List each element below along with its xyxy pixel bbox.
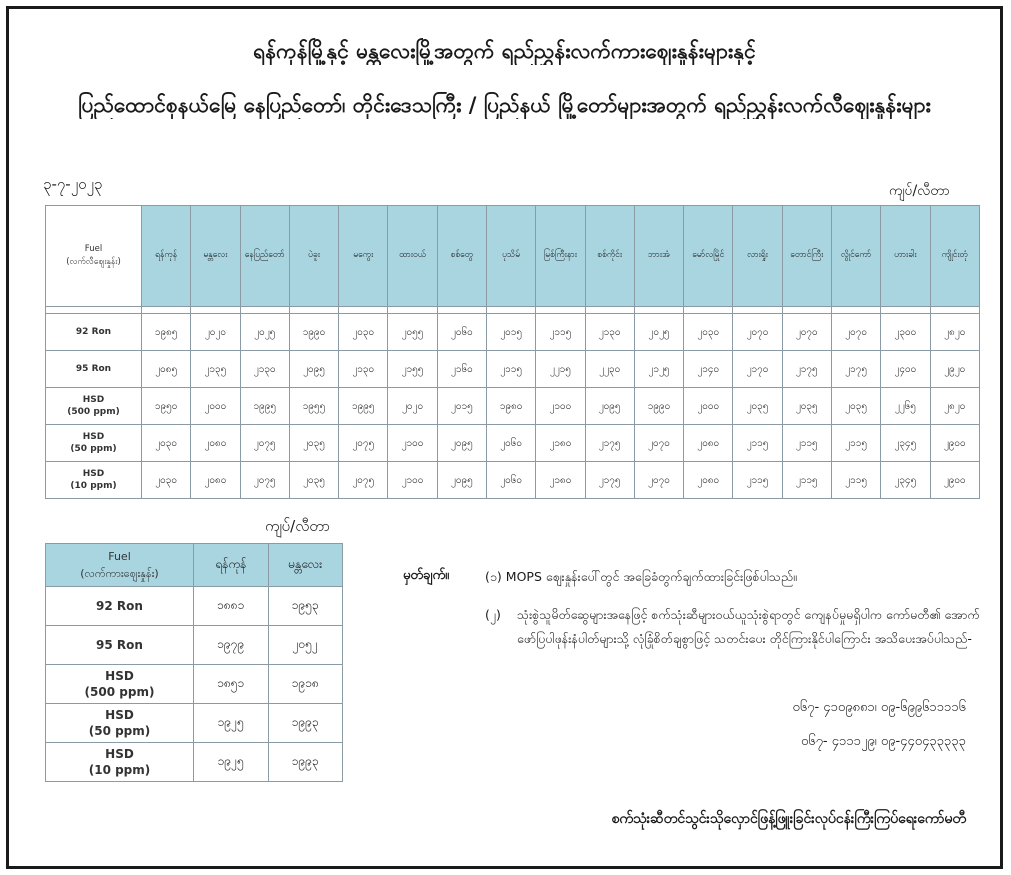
city-header: ပုသိမ် [486,206,535,307]
fuel-type-name: 92 Ron [75,327,112,337]
table-row [46,626,343,665]
price-cell: ၂၁၁၅ [733,425,782,462]
price-cell: ၂၄၀၀ [881,351,930,388]
price-cell: ၂၁၁၅ [536,314,585,351]
city-header: မြစ်ကြီးနား [536,206,585,307]
phone-numbers-1: ၀၆၇- ၄၁၀၉၈၈၁၊ ၀၉-၆၉၉၆၁၁၁၁၆ [792,700,966,715]
price-cell: ၂၀၈၀ [191,425,240,462]
city-header: ရန်ကုန် [194,544,269,587]
price-cell: ၂၀၂၅ [634,314,683,351]
price-cell: ၂၁၀၀ [388,425,437,462]
price-cell: ၂၂၆၅ [881,388,930,425]
retail-price-table [45,205,980,499]
price-cell: ၂၁၈၀ [536,462,585,499]
price-cell: ၂၀၇၅ [339,425,388,462]
price-cell: ၂၁၇၅ [831,351,880,388]
spacer-cell [684,307,733,314]
city-header: ဟားခါး [881,206,930,307]
price-cell: ၂၀၅၂ [268,626,343,665]
price-cell: ၁၉၂၅ [194,743,269,782]
price-cell: ၁၉၉၃ [268,704,343,743]
table-row [46,704,343,743]
price-cell: ၂၁၇၀ [733,351,782,388]
fuel-type-name: 95 Ron [75,364,112,374]
price-cell: ၁၉၉၀ [289,314,338,351]
price-cell: ၂၁၁၅ [831,462,880,499]
price-cell: ၁၉၂၅ [194,704,269,743]
spacer-cell [388,307,437,314]
price-cell: ၂၀၃၀ [142,462,191,499]
price-cell: ၂၀၃၅ [831,388,880,425]
price-cell: ၂၀၇၀ [733,314,782,351]
fuel-type-spec: (10 ppm) [88,763,151,777]
city-header: ကျိုင်းတုံ [930,206,980,307]
city-header: လားရှိုး [733,206,782,307]
price-cell: ၂၀၇၀ [782,314,831,351]
city-header: လွိုင်ကော် [831,206,880,307]
spacer-cell [881,307,930,314]
price-cell: ၂၀၆၀ [437,314,486,351]
notes-label: မှတ်ချက်။ [403,568,450,583]
fuel-header-subtitle: (လက်ကားဈေးနှုန်း) [80,567,159,580]
price-cell: ၂၀၀၀ [191,388,240,425]
spacer-row [46,307,980,314]
price-cell: ၁၉၅၀ [142,388,191,425]
price-cell: ၁၈၅၁ [194,665,269,704]
note-1-number: (၁) [485,569,502,584]
price-cell: ၂၁၀၀ [536,388,585,425]
price-cell: ၂၁၃၀ [585,314,634,351]
price-cell: ၂၁၃၀ [240,351,289,388]
city-header: မန္တလေး [268,544,343,587]
price-cell: ၂၁၁၅ [831,425,880,462]
document-date: ၃-၇-၂၀၂၃ [43,175,103,193]
price-cell: ၂၀၈၀ [684,425,733,462]
fuel-type-cell [46,351,142,388]
spacer-cell [191,307,240,314]
price-cell: ၂၀၁၅ [437,388,486,425]
spacer-cell [289,307,338,314]
spacer-cell [339,307,388,314]
price-cell: ၁၉၇၉ [194,626,269,665]
table-row [46,462,980,499]
fuel-type-name: HSD [82,469,105,479]
fuel-type-cell [46,626,194,665]
note-2-number: (၂) [485,607,501,622]
table-row [46,388,980,425]
city-header: ဘားအံ [634,206,683,307]
price-cell: ၂၀၃၀ [339,314,388,351]
price-cell: ၂၁၁၅ [782,462,831,499]
fuel-type-name: HSD [105,747,134,761]
price-cell: ၂၀၈၅ [142,351,191,388]
document-frame [6,6,1003,869]
fuel-type-name: HSD [105,669,134,683]
price-cell: ၂၁၈၀ [536,425,585,462]
table-row [46,314,980,351]
table-row [46,425,980,462]
spacer-cell [536,307,585,314]
table-row [46,587,343,626]
fuel-type-spec: (10 ppm) [70,481,117,491]
fuel-type-cell [46,704,194,743]
price-cell: ၂၁၆၀ [437,351,486,388]
price-cell: ၁၉၈၅ [142,314,191,351]
price-cell: ၁၉၅၃ [268,587,343,626]
price-cell: ၂၀၈၀ [191,462,240,499]
fuel-type-name: 95 Ron [96,638,143,652]
price-cell: ၂၁၁၅ [733,462,782,499]
price-cell: ၂၀၃၀ [142,425,191,462]
fuel-type-spec: (500 ppm) [84,685,155,699]
committee-name: စက်သုံးဆီတင်သွင်းသိုလှောင်ဖြန့်ဖြူးခြင်းလုပ်ငန်းကြီးကြပ်ရေးကော်မတီ [611,811,966,827]
price-cell: ၂၁၇၅ [782,351,831,388]
price-cell: ၂၁၂၅ [634,351,683,388]
price-cell: ၂၂၁၅ [536,351,585,388]
price-cell: ၂၃၄၅ [881,425,930,462]
price-cell: ၂၂၃၀ [585,351,634,388]
spacer-cell [930,307,980,314]
price-cell: ၂၀၇၅ [240,425,289,462]
price-cell: ၂၃၄၅ [881,462,930,499]
price-cell: ၂၀၇၅ [240,462,289,499]
fuel-type-cell [46,425,142,462]
price-cell: ၂၀၅၅ [388,314,437,351]
price-cell: ၁၉၁၈ [268,665,343,704]
price-cell: ၂၀၇၅ [339,462,388,499]
price-cell: ၂၈၂၀ [930,388,980,425]
price-cell: ၂၀၇၀ [634,425,683,462]
price-cell: ၂၀၇၀ [831,314,880,351]
fuel-type-spec: (50 ppm) [70,444,117,454]
table-row [46,351,980,388]
city-header: စစ်တွေ [437,206,486,307]
price-cell: ၁၉၈၀ [486,388,535,425]
city-header: ပဲခူး [289,206,338,307]
table-row [46,665,343,704]
fuel-type-cell [46,665,194,704]
note-1-text: MOPS ဈေးနှုန်းပေါ်တွင် အခြေခံတွက်ချက်ထားခြင်းဖြစ်ပါသည်။ [505,569,797,584]
price-cell: ၂၀၉၅ [585,388,634,425]
price-cell: ၂၁၅၅ [388,351,437,388]
price-cell: ၂၀၂၀ [388,388,437,425]
fuel-header-cell [46,544,194,587]
price-cell: ၂၀၂၀ [191,314,240,351]
spacer-cell [486,307,535,314]
price-cell: ၂၀၃၅ [289,425,338,462]
retail-unit-label: ကျပ်/လီတာ [889,183,950,199]
city-header: ရန်ကုန် [142,206,191,307]
fuel-type-name: HSD [82,395,105,405]
fuel-header-subtitle: (လက်လီဈေးနှုန်း) [66,257,121,267]
spacer-cell [437,307,486,314]
price-cell: ၂၁၇၅ [585,462,634,499]
fuel-type-cell [46,314,142,351]
spacer-cell [142,307,191,314]
document-title-line2: ပြည်ထောင်စုနယ်မြေ နေပြည်တော်၊ တိုင်းဒေသကြီး / ပြည်နယ် မြို့တော်များအတွက် ရည်ညွှန်းလက်လီဈေးနှုန်းများ [78,93,931,117]
city-header: နေပြည်တော် [240,206,289,307]
spacer-cell [733,307,782,314]
fuel-header-title: Fuel [84,244,103,254]
price-cell: ၂၀၈၀ [684,462,733,499]
city-header: မန္တလေး [191,206,240,307]
price-cell: ၂၁၇၅ [585,425,634,462]
spacer-cell [634,307,683,314]
price-cell: ၁၉၅၅ [289,388,338,425]
wholesale-unit-label: ကျပ်/လီတာ [265,517,331,535]
fuel-type-spec: (50 ppm) [88,724,151,738]
spacer-cell [585,307,634,314]
spacer-cell [46,307,142,314]
price-cell: ၂၀၁၅ [486,314,535,351]
price-cell: ၂၀၀၀ [684,388,733,425]
price-cell: ၂၀၆၀ [486,462,535,499]
fuel-header-cell [46,206,142,307]
note-2 [485,603,985,651]
city-header: စစ်ကိုင်း [585,206,634,307]
spacer-cell [831,307,880,314]
fuel-type-cell [46,462,142,499]
price-cell: ၂၀၃၅ [782,388,831,425]
price-cell: ၂၃၀၀ [881,314,930,351]
fuel-type-cell [46,743,194,782]
price-cell: ၂၀၆၀ [486,425,535,462]
fuel-type-name: 92 Ron [96,599,143,613]
city-header: မော်လမြိုင် [684,206,733,307]
price-cell: ၂၉၀၀ [930,425,980,462]
price-cell: ၂၁၁၅ [486,351,535,388]
price-cell: ၂၀၃၀ [684,314,733,351]
price-cell: ၂၀၉၅ [289,351,338,388]
price-cell: ၁၉၉၅ [339,388,388,425]
spacer-cell [240,307,289,314]
price-cell: ၂၁၀၀ [388,462,437,499]
price-cell: ၂၀၉၅ [437,425,486,462]
price-cell: ၂၉၂၀ [930,351,980,388]
price-cell: ၂၁၃၀ [339,351,388,388]
fuel-type-name: HSD [105,708,134,722]
city-header: တောင်ကြီး [782,206,831,307]
wholesale-price-table [45,543,343,782]
note-2-text: သုံးစွဲသူမိတ်ဆွေများအနေဖြင့် စက်သုံးဆီများဝယ်ယူသုံးစွဲရာတွင် ကျေနပ်မှုမရှိပါက ကော်မတီ၏ အောက်ဖော်ပြပါဖုန်းနံပါတ်များသို့ လုံခြုံစိတ်ချစွာဖြင့် သတင်းပေး တိုင်ကြားနိုင်ပါကြောင်း အသိပေးအပ်ပါသည်- [517,607,980,646]
price-cell: ၂၀၇၀ [634,462,683,499]
price-cell: ၂၁၃၅ [191,351,240,388]
city-header: မကွေး [339,206,388,307]
note-1 [485,565,985,589]
price-cell: ၂၈၂၀ [930,314,980,351]
city-header: ထားဝယ် [388,206,437,307]
price-cell: ၂၁၄၀ [684,351,733,388]
price-cell: ၁၈၈၁ [194,587,269,626]
price-cell: ၁၉၉၃ [268,743,343,782]
fuel-type-spec: (500 ppm) [67,407,120,417]
price-cell: ၂၀၃၅ [289,462,338,499]
price-cell: ၂၀၉၅ [437,462,486,499]
price-cell: ၁၉၉၀ [634,388,683,425]
phone-numbers-2: ၀၆၇- ၄၁၁၁၂၉၊ ၀၉-၄၄၀၄၃၃၃၃၃ [800,734,966,749]
price-cell: ၂၀၃၅ [733,388,782,425]
fuel-type-cell [46,388,142,425]
price-cell: ၁၉၉၅ [240,388,289,425]
table-row [46,743,343,782]
price-cell: ၂၁၁၅ [782,425,831,462]
price-cell: ၂၀၂၅ [240,314,289,351]
fuel-header-title: Fuel [108,550,131,563]
document-title-line1: ရန်ကုန်မြို့နှင့် မန္တလေးမြို့အတွက် ရည်ညွှန်းလက်ကားဈေးနှုန်းများနှင့် [253,39,756,63]
fuel-type-cell [46,587,194,626]
fuel-type-name: HSD [82,432,105,442]
spacer-cell [782,307,831,314]
price-cell: ၂၉၀၀ [930,462,980,499]
